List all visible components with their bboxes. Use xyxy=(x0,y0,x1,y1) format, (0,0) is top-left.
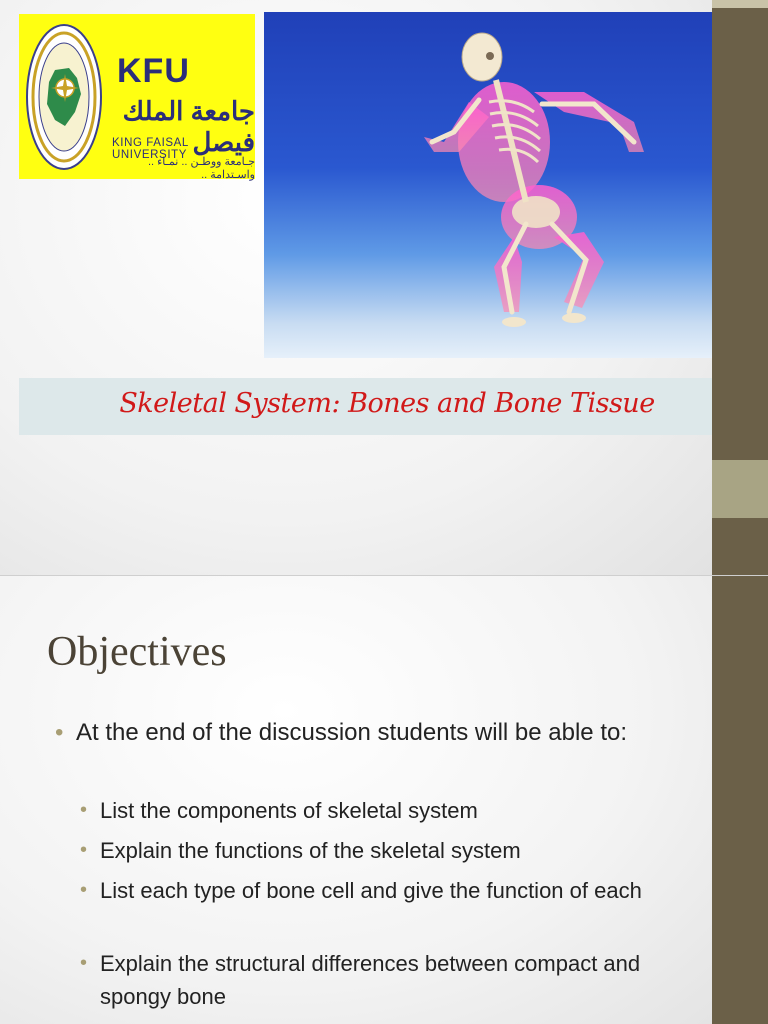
logo-motto: جـامعة ووطـن .. نمـاء .. واسـتدامة .. xyxy=(147,156,255,181)
title-banner xyxy=(19,378,712,435)
sidebar-top-stripe xyxy=(712,0,768,8)
university-seal-icon xyxy=(25,22,103,172)
bullet-icon: • xyxy=(80,839,88,861)
kfu-logo xyxy=(19,14,255,179)
list-item xyxy=(80,794,680,827)
list-item xyxy=(80,947,680,1013)
sidebar-accent-block xyxy=(712,460,768,518)
bullet-text: Explain the structural differences between compact and spongy bone xyxy=(100,951,641,1009)
logo-english-name: KING FAISAL UNIVERSITY xyxy=(112,137,189,161)
bullet-text: Explain the functions of the skeletal system xyxy=(100,838,521,863)
bullet-text: List each type of bone cell and give the function of each xyxy=(100,878,642,903)
logo-acronym: KFU xyxy=(117,52,190,90)
list-item xyxy=(80,874,680,907)
slide-title: Skeletal System: Bones and Bone Tissue xyxy=(119,388,655,419)
objectives-heading: Objectives xyxy=(47,629,227,675)
skeleton-runner-image xyxy=(264,12,712,358)
list-item xyxy=(55,716,685,750)
bullet-icon: • xyxy=(80,879,88,901)
slide1-sidebar-decoration xyxy=(712,0,768,575)
objectives-slide xyxy=(0,576,712,1024)
bullet-icon: • xyxy=(55,719,64,746)
bullet-icon: • xyxy=(80,799,88,821)
list-item xyxy=(80,834,680,867)
bullet-text: At the end of the discussion students will be able to: xyxy=(76,719,628,746)
logo-arabic-name: جامعة الملك فيصل xyxy=(122,96,255,157)
bullet-text: List the components of skeletal system xyxy=(100,798,478,823)
running-skeleton-illustration xyxy=(264,12,712,358)
bullet-icon: • xyxy=(80,952,88,974)
slide2-sidebar-decoration xyxy=(712,576,768,1024)
